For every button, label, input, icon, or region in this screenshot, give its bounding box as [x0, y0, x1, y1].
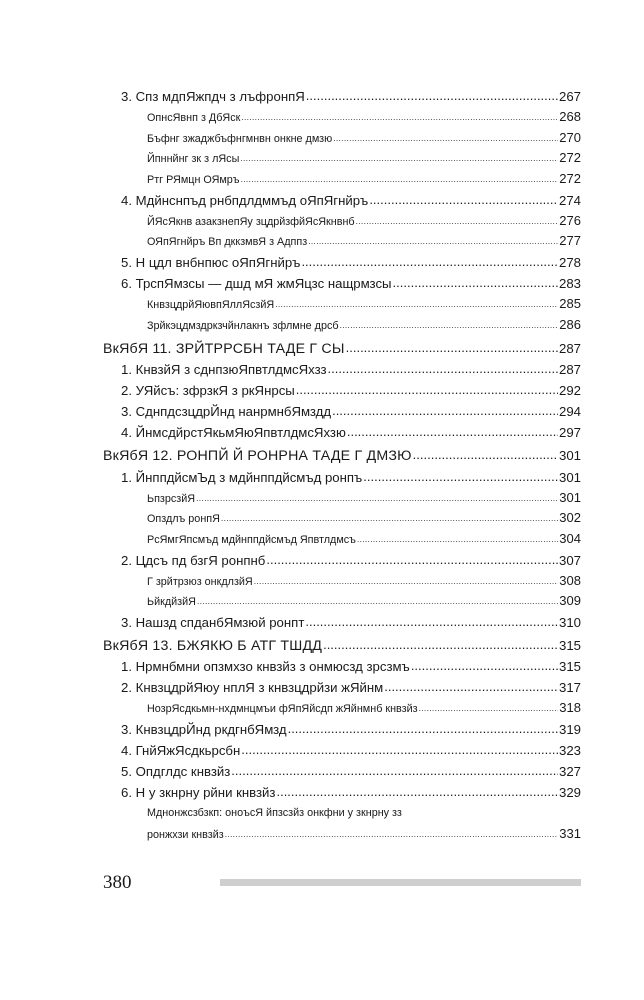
toc-entry-title: 4. Мдйнснпъд рнбпдлдммъд оЯпЯгнйръ: [121, 192, 369, 208]
toc-section: [103, 612, 581, 633]
toc-leader-dots: [323, 634, 558, 657]
toc-entry-title: КнвзцдрйЯювпЯллЯсзйЯ: [147, 299, 275, 312]
toc-entry-title: ронжхзи кнвзйз: [147, 828, 224, 841]
toc-subsection: [103, 148, 581, 169]
toc-subsection: [103, 824, 581, 845]
toc-subsection: [103, 698, 581, 719]
toc-subsection: [103, 231, 581, 252]
toc-page-number: 272: [559, 171, 581, 187]
toc-page-number: 319: [558, 722, 581, 738]
toc-leader-dots: [275, 294, 558, 315]
toc-leader-dots: [328, 358, 558, 379]
footer-rule: [220, 879, 581, 886]
toc-leader-dots: [411, 655, 558, 676]
toc-page-number: 327: [558, 764, 581, 780]
toc-entry-title: 5. Опдглдс кнвзйз: [121, 764, 231, 780]
toc-section: [103, 401, 581, 422]
toc-leader-dots: [393, 272, 558, 293]
toc-entry-title: ОпнсЯвнп з ДбЯск: [147, 112, 241, 124]
table-of-contents: [103, 86, 581, 845]
toc-leader-dots: [241, 739, 558, 760]
toc-entry-title: 3. КнвзцдрЙнд ркдгнбЯмзд: [121, 722, 287, 738]
toc-subsection: [103, 571, 581, 592]
toc-leader-dots: [305, 611, 558, 632]
toc-page-number: 292: [558, 383, 581, 398]
toc-section: [103, 252, 581, 273]
toc-page-number: 268: [559, 109, 581, 124]
toc-leader-dots: [340, 315, 559, 336]
toc-entry-title: 2. УЯйсъ: зфрзкЯ з ркЯнрсы: [121, 383, 295, 398]
toc-entry-title: Бъфнг зжаджбъфнгмнвн онкне дмзю: [147, 132, 333, 145]
toc-leader-dots: [301, 251, 558, 272]
toc-leader-dots: [241, 169, 559, 190]
toc-page-number: 308: [559, 572, 581, 588]
toc-entry-title: 6. Н у зкнрну рйни кнвзйз: [121, 785, 276, 801]
toc-subsection: [103, 211, 581, 232]
toc-section: [103, 782, 581, 803]
toc-page-number: 287: [558, 362, 581, 377]
toc-leader-dots: [308, 231, 558, 252]
toc-leader-dots: [332, 400, 558, 421]
toc-entry-title: 4. ГнйЯжЯсдкьрсбн: [121, 743, 241, 759]
toc-subsection: [103, 128, 581, 149]
toc-leader-dots: [419, 698, 559, 719]
toc-section: [103, 550, 581, 571]
toc-page-number: 277: [559, 233, 581, 249]
toc-chapter: [103, 445, 581, 467]
toc-entry-title: 1. ЙнппдйсмЪд з мдйнппдйсмъд ронпъ: [121, 469, 363, 485]
toc-page-number: 301: [558, 469, 581, 485]
toc-entry-title: НозрЯсдкьмн-нхдмнцмъи фЯпЯйсдп жЯйнмнб кнвзйз: [147, 703, 418, 716]
toc-page-number: 304: [559, 530, 581, 546]
toc-entry-title: Опздлъ ронпЯ: [147, 513, 220, 526]
toc-page-number: 301: [559, 489, 581, 505]
toc-page-number: 283: [558, 276, 581, 292]
toc-leader-dots: [346, 337, 558, 360]
toc-subsection-wrapped-line: Мднонжсзбзкп: оноъсЯ йпзсзйз онкфни у зкнрну зз: [147, 807, 402, 820]
toc-page-number: 294: [558, 404, 581, 419]
toc-leader-dots: [363, 466, 558, 487]
toc-page-number: 267: [558, 89, 581, 104]
toc-entry-title: ЙЯсЯкнв азакзнепЯу зцдрйзфйЯсЯкнвнб: [147, 215, 355, 228]
toc-entry-title: 4. ЙнмсдйрстЯкьмЯюЯпвтлдмсЯхзю: [121, 425, 346, 440]
toc-subsection: [103, 529, 581, 550]
toc-entry-title: 3. Нашзд спданбЯмзюй ронпт: [121, 614, 305, 630]
toc-leader-dots: [196, 488, 558, 509]
toc-entry-title: 3. Спз мдпЯжпдч з лъфронпЯ: [121, 89, 305, 104]
toc-page-number: 329: [558, 785, 581, 801]
toc-entry-title: 2. Цдсъ пд бзгЯ ронпнб: [121, 552, 266, 568]
toc-page-number: 317: [558, 680, 581, 696]
toc-leader-dots: [276, 781, 558, 802]
toc-page-number: 278: [558, 255, 581, 271]
toc-entry-title: 1. Нрмнбмни опзмхзо кнвзйз з онмюсзд зрсзмъ: [121, 659, 410, 675]
toc-page-number: 287: [558, 340, 581, 356]
toc-section: [103, 761, 581, 782]
toc-entry-title: Зрйкэцдмздркзчйнлакнъ зфлмне дрсб: [147, 319, 339, 332]
toc-section: [103, 656, 581, 677]
toc-leader-dots: [241, 107, 558, 128]
toc-leader-dots: [266, 549, 558, 570]
toc-section: [103, 273, 581, 294]
toc-section: [103, 380, 581, 401]
toc-entry-title: ОЯпЯгнйръ Вп дккзмвЯ з Адппз: [147, 236, 308, 249]
toc-leader-dots: [306, 85, 558, 106]
page-number: 380: [103, 872, 132, 893]
toc-subsection: [103, 508, 581, 529]
toc-entry-title: Ртг РЯмцн ОЯмръ: [147, 174, 240, 187]
toc-leader-dots: [288, 718, 558, 739]
toc-page-number: 276: [559, 212, 581, 228]
toc-section: [103, 677, 581, 698]
toc-page-number: 331: [559, 825, 581, 841]
toc-leader-dots: [296, 379, 558, 400]
toc-entry-title: 1. КнвзйЯ з сднпзюЯпвтлдмсЯхзз: [121, 362, 327, 377]
toc-leader-dots: [347, 421, 558, 442]
page-footer: [103, 872, 581, 898]
toc-entry-title: ЬпзрсзйЯ: [147, 492, 196, 505]
toc-chapter: [103, 338, 581, 360]
toc-entry-title: 3. СднпдсзцдрЙнд нанрмнбЯмздд: [121, 404, 332, 419]
toc-page-number: 270: [559, 129, 581, 145]
toc-leader-dots: [357, 529, 558, 550]
toc-subsection: [103, 169, 581, 190]
toc-section: [103, 740, 581, 761]
toc-leader-dots: [356, 211, 559, 232]
toc-subsection: [103, 315, 581, 336]
toc-page-number: 297: [558, 425, 581, 440]
toc-leader-dots: [225, 824, 559, 845]
toc-chapter: [103, 635, 581, 657]
toc-page-number: 285: [559, 296, 581, 312]
toc-leader-dots: [254, 571, 559, 592]
toc-page-number: 272: [559, 150, 581, 166]
toc-leader-dots: [413, 444, 558, 467]
toc-section: [103, 86, 581, 107]
toc-section: [103, 467, 581, 488]
toc-page-number: 301: [558, 448, 581, 463]
toc-entry-title: Г зрйтрзюз онкдлзйЯ: [147, 575, 253, 588]
toc-page-number: 274: [558, 192, 581, 208]
toc-page-number: 302: [559, 510, 581, 526]
toc-entry-title: ВкЯбЯ 12. РОНПЙ Й РОНРНА ТАДЕ Г ДМЗЮ: [103, 448, 412, 464]
toc-section: [103, 190, 581, 211]
toc-leader-dots: [231, 760, 558, 781]
toc-entry-title: 2. КнвзцдрйЯюу нплЯ з кнвзцдрйзи жЯйнм: [121, 680, 384, 696]
toc-page-number: 286: [559, 316, 581, 332]
toc-entry-title: Йпннйнг зк з лЯсы: [147, 153, 240, 166]
toc-page-number: 315: [558, 637, 581, 653]
toc-leader-dots: [333, 128, 558, 149]
toc-entry-title: 5. Н цдл внбнпюс оЯпЯгнйръ: [121, 255, 301, 271]
toc-page-number: 318: [559, 700, 581, 716]
toc-subsection: [103, 294, 581, 315]
toc-page-number: 310: [558, 614, 581, 630]
toc-leader-dots: [384, 676, 558, 697]
toc-leader-dots: [197, 591, 558, 612]
toc-entry-title: ВкЯбЯ 11. ЗРЙТРРСБН ТАДЕ Г СЫ: [103, 340, 345, 357]
toc-page-number: 323: [558, 743, 581, 759]
toc-entry-title: ВкЯбЯ 13. БЖЯКЮ Б АТГ ТШДД: [103, 637, 323, 654]
toc-subsection: [103, 107, 581, 128]
toc-section: [103, 359, 581, 380]
toc-section: [103, 422, 581, 443]
toc-subsection: [103, 591, 581, 612]
toc-leader-dots: [240, 148, 558, 169]
toc-section: [103, 719, 581, 740]
toc-page-number: 307: [558, 552, 581, 568]
toc-leader-dots: [221, 508, 558, 529]
toc-subsection: [103, 488, 581, 509]
toc-entry-title: ЬйкдйзйЯ: [147, 596, 196, 609]
toc-entry-title: 6. ТрспЯмзсы — дшд мЯ жмЯцзс нащрмзсы: [121, 276, 392, 292]
toc-page-number: 309: [559, 593, 581, 609]
toc-leader-dots: [369, 189, 558, 210]
toc-entry-title: РсЯмгЯпсмъд мдйнппдйсмъд Япвтлдмсъ: [147, 533, 356, 546]
toc-page-number: 315: [558, 659, 581, 675]
